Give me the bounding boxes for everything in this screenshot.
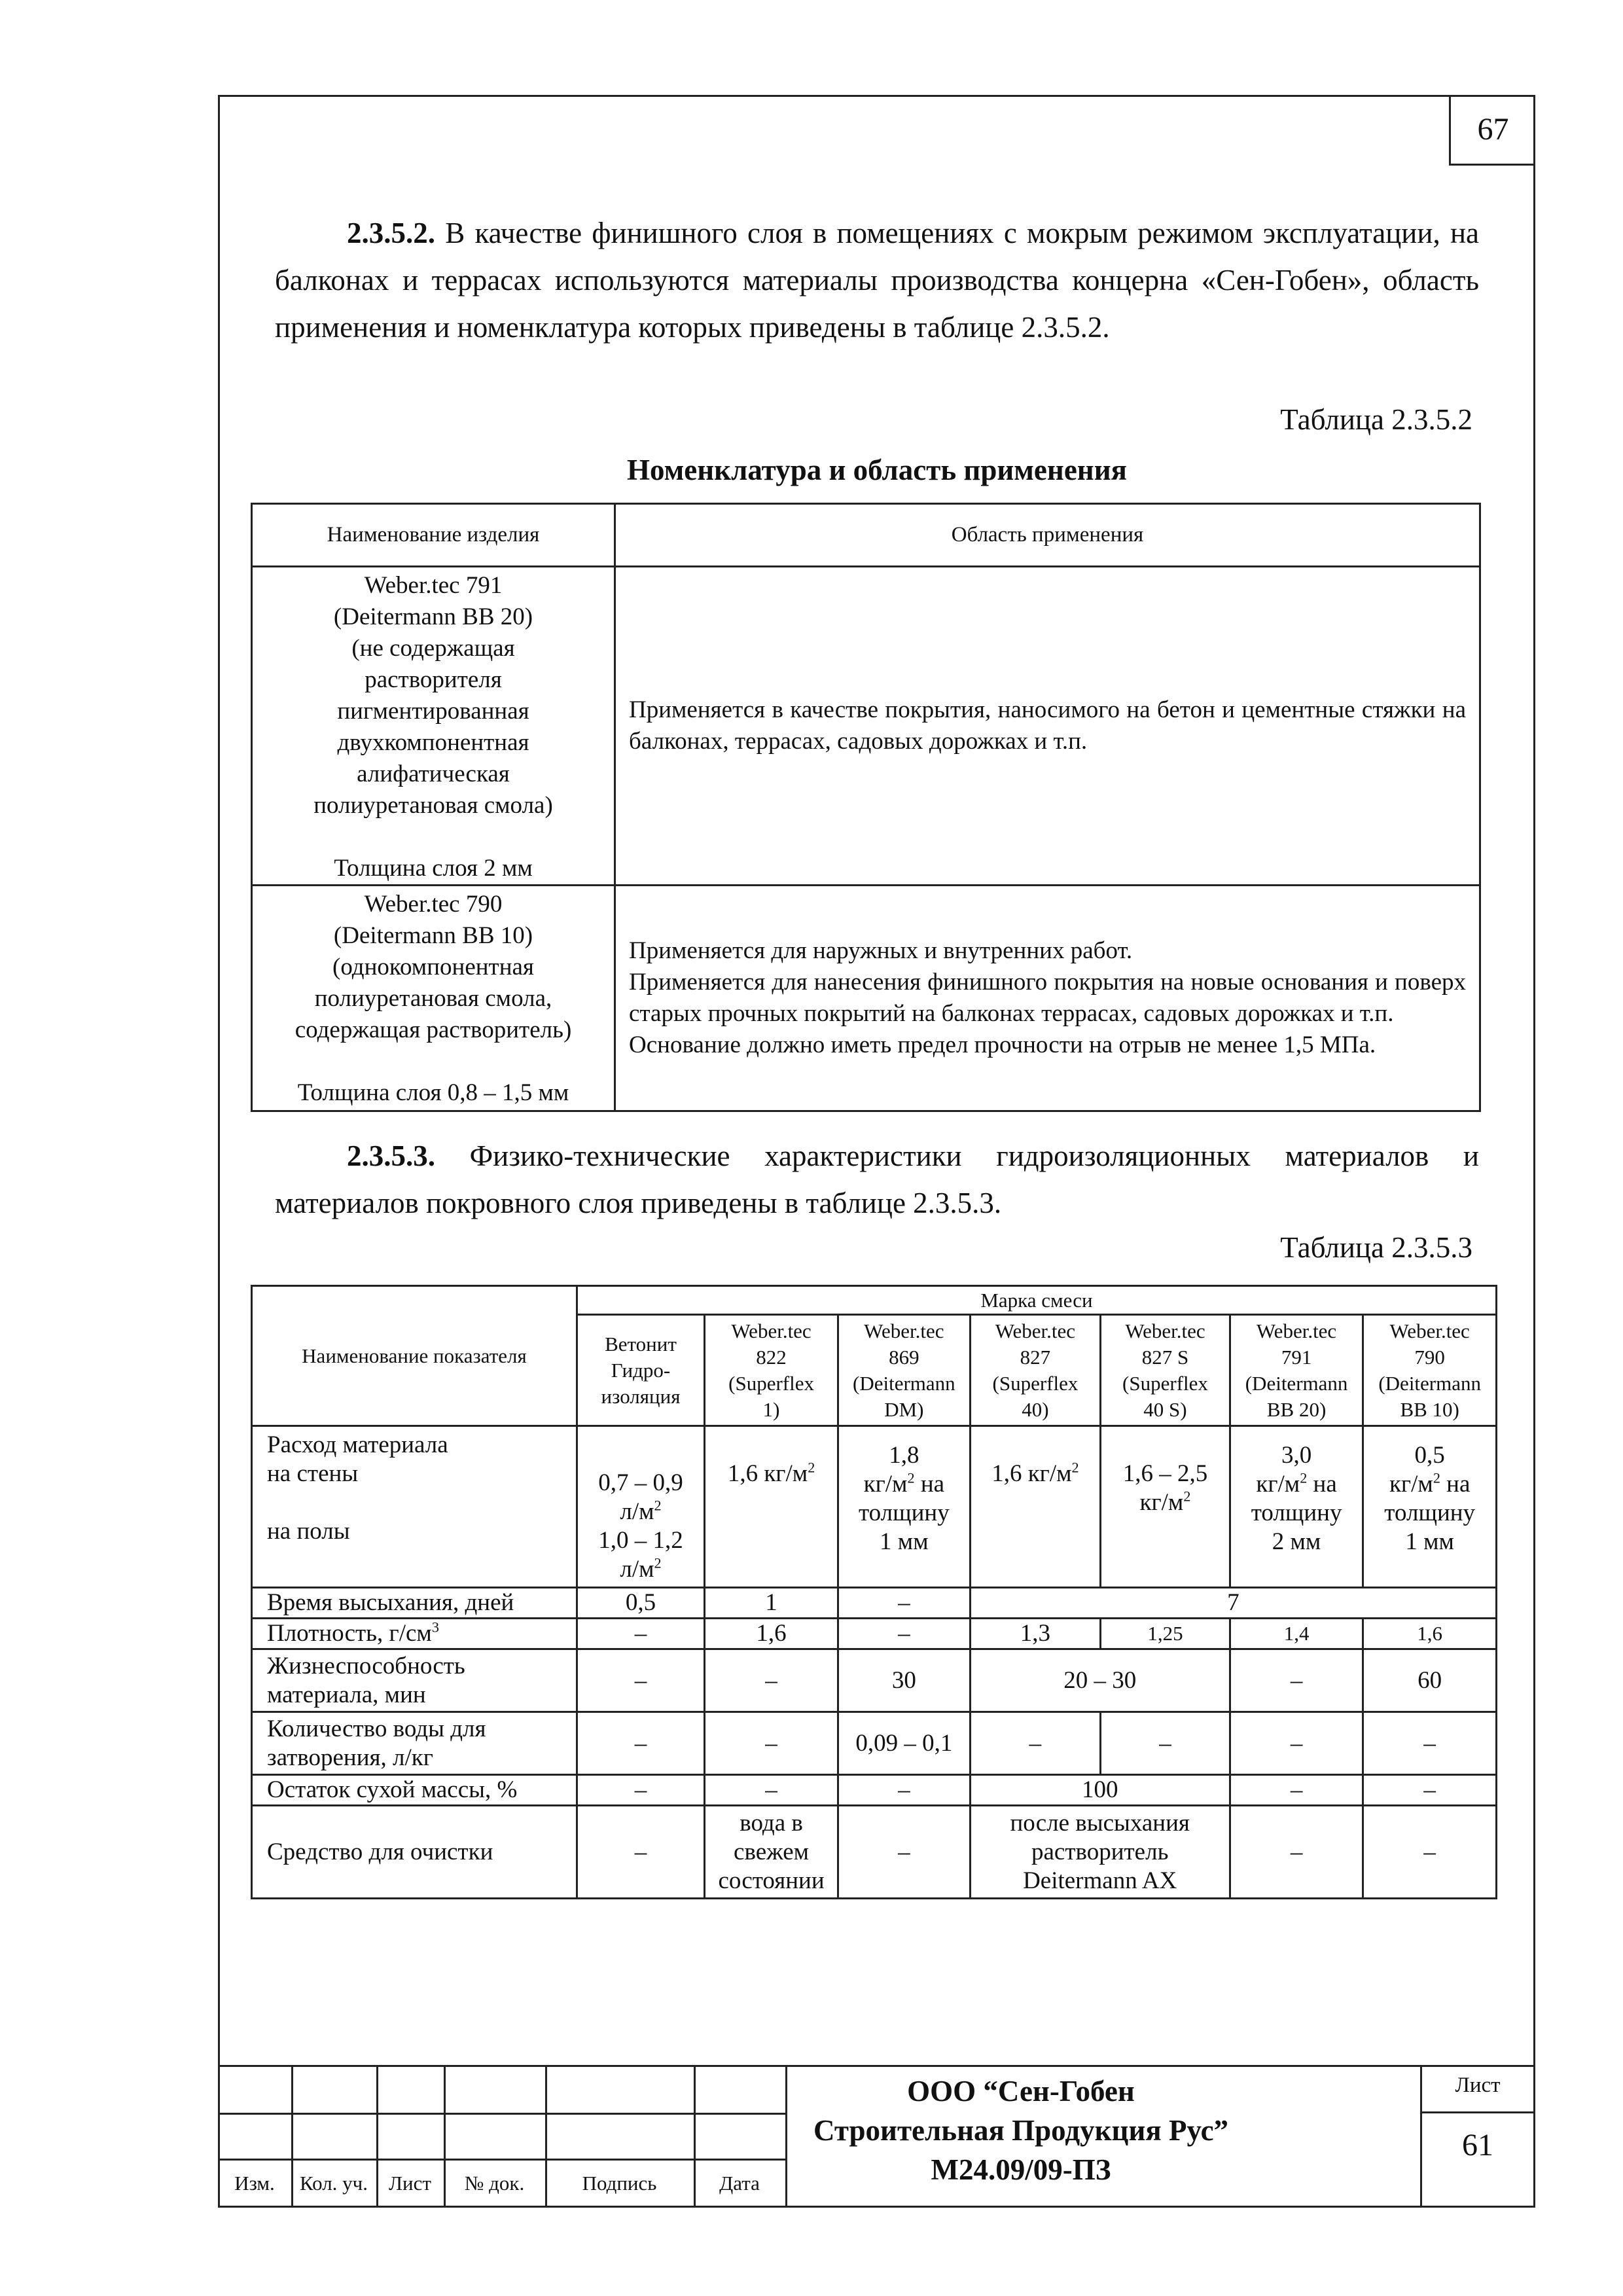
- layer-thickness: Толщина слоя 0,8 – 1,5 мм: [297, 1079, 569, 1106]
- row-label: Плотность, $г/см^3$: [252, 1619, 577, 1649]
- brand-line: (Deitermann: [853, 1371, 955, 1395]
- table-header-row: [252, 504, 1480, 567]
- product-line: содержащая растворитель): [294, 1016, 572, 1043]
- cell-value: 1,8: [889, 1442, 919, 1469]
- table-cell: 1: [705, 1588, 838, 1619]
- sheet-label: Лист: [1455, 2073, 1501, 2097]
- table-cell: 7: [970, 1588, 1496, 1619]
- table-row: [252, 886, 1480, 1111]
- table-cell: 30: [838, 1649, 970, 1712]
- table-cell: 1,6 $кг/м^2$: [970, 1426, 1101, 1588]
- cell-value: 1,6 – 2,5: [1122, 1460, 1208, 1487]
- brand-header: [970, 1315, 1101, 1426]
- column-header: Область применения: [615, 504, 1480, 567]
- product-line: полиуретановая смола,: [314, 985, 552, 1012]
- row-label: Время высыхания, дней: [252, 1588, 577, 1619]
- table-cell: 1,4: [1230, 1619, 1363, 1649]
- org-line: ООО “Сен-Гобен: [907, 2075, 1135, 2108]
- table-row-cleaning: [252, 1806, 1497, 1899]
- table-cell: –: [1230, 1712, 1363, 1775]
- nomenclature-table: [251, 503, 1481, 1112]
- cell-value: 0,5: [1414, 1442, 1445, 1469]
- product-line: (Deitermann BB 10): [333, 922, 533, 949]
- brand-line: Ветонит: [605, 1332, 677, 1355]
- cell-value: толщину: [1384, 1499, 1476, 1526]
- table-cell: 100: [970, 1775, 1230, 1806]
- brand-line: Weber.tec: [731, 1319, 812, 1342]
- paragraph-2-3-5-2: [275, 209, 1479, 351]
- brand-line: 791: [1281, 1345, 1312, 1369]
- org-line: Строительная Продукция Рус”: [813, 2114, 1229, 2147]
- cell-value: 1,6 кг/м: [991, 1460, 1072, 1487]
- stamp-col-label: Лист: [389, 2172, 431, 2195]
- application-text: Применяется для нанесения финишного покрытия на новые основания и поверх старых прочных покрытий на балконах террасах, садовых дорожках и т.п.: [629, 969, 1466, 1027]
- product-line: (Deitermann BB 20): [333, 603, 533, 630]
- brand-line: BB 10): [1400, 1397, 1459, 1421]
- brand-line: изоляция: [601, 1384, 681, 1408]
- brand-line: 827: [1020, 1345, 1051, 1369]
- table-cell: –: [838, 1619, 970, 1649]
- document-code: М24.09/09-ПЗ: [931, 2153, 1111, 2186]
- table-row-drying: [252, 1588, 1497, 1619]
- row-label: Остаток сухой массы, %: [252, 1775, 577, 1806]
- cell-value: 1,6 кг/м: [727, 1460, 808, 1487]
- indicator-header: Наименование показателя: [252, 1286, 577, 1426]
- table-row-water: [252, 1712, 1497, 1775]
- brand-line: (Superflex: [1122, 1371, 1208, 1395]
- application-text: Применяется в качестве покрытия, наносимого на бетон и цементные стяжки на балконах, террасах, садовых дорожках и т.п.: [629, 696, 1466, 755]
- row-label-line: Расход материала: [267, 1431, 448, 1458]
- product-line: (однокомпонентная: [332, 954, 534, 980]
- application-text: Применяется для наружных и внутренних работ.: [629, 937, 1133, 964]
- table-header-row: [252, 1286, 1497, 1315]
- table-cell: –: [1230, 1806, 1363, 1899]
- row-label: [252, 1649, 577, 1712]
- row-label-line: затворения, л/кг: [267, 1744, 433, 1771]
- table-row-density: [252, 1619, 1497, 1649]
- table-cell: [1230, 1426, 1363, 1588]
- table-row: [252, 567, 1480, 886]
- brand-line: Weber.tec: [995, 1319, 1076, 1342]
- cell-value: 3,0: [1281, 1442, 1312, 1469]
- brand-line: 40 S): [1143, 1397, 1187, 1421]
- row-label-line: на полы: [267, 1518, 350, 1545]
- organization-title: [805, 2072, 1237, 2189]
- table-cell: [970, 1806, 1230, 1899]
- column-header: Наименование изделия: [252, 504, 615, 567]
- row-label-line: материала, мин: [267, 1681, 426, 1708]
- paragraph-text: В качестве финишного слоя в помещениях с мокрым режимом эксплуатации, на балконах и террасах используются материалы производства концерна «Сен-Гобен», область применения и номенклатура которых приведены в таблице 2.3.5.2.: [275, 217, 1479, 344]
- paragraph-2-3-5-3: [275, 1132, 1479, 1227]
- stamp-col-label: № док.: [464, 2172, 525, 2195]
- row-label-line: Жизнеспособность: [267, 1652, 465, 1679]
- table-cell: –: [838, 1588, 970, 1619]
- table-cell: –: [705, 1775, 838, 1806]
- cell-value: толщину: [1251, 1499, 1342, 1526]
- table-cell: –: [705, 1649, 838, 1712]
- table-cell: –: [577, 1619, 704, 1649]
- brand-group-header: Марка смеси: [577, 1286, 1496, 1315]
- application-cell: [615, 567, 1480, 886]
- table-label: Таблица 2.3.5.2: [1280, 403, 1472, 436]
- table-cell: –: [838, 1806, 970, 1899]
- table-cell: 0,5: [577, 1588, 704, 1619]
- cell-value: 2 мм: [1272, 1528, 1321, 1555]
- brand-line: 790: [1414, 1345, 1445, 1369]
- row-label-line: Количество воды для: [267, 1715, 486, 1742]
- table-cell: [577, 1426, 704, 1588]
- table-cell: [1363, 1426, 1497, 1588]
- table-cell: 0,09 – 0,1: [838, 1712, 970, 1775]
- stamp-divider: [218, 2113, 785, 2115]
- product-name: Weber.tec 791: [364, 572, 503, 599]
- cell-value: $кг/м^2$: [1139, 1488, 1191, 1516]
- table-cell: –: [1230, 1649, 1363, 1712]
- table-cell: [705, 1806, 838, 1899]
- stamp-divider: [218, 2159, 785, 2161]
- brand-line: Гидро-: [611, 1358, 671, 1382]
- cell-value: Deitermann AX: [1023, 1867, 1177, 1894]
- paragraph-text: Физико-технические характеристики гидроизоляционных материалов и материалов покровного слоя приведены в таблице 2.3.5.3.: [275, 1139, 1479, 1219]
- table-row-potlife: [252, 1649, 1497, 1712]
- brand-line: (Deitermann: [1245, 1371, 1348, 1395]
- cell-value: после высыхания: [1010, 1809, 1190, 1837]
- brand-header: [1101, 1315, 1230, 1426]
- brand-line: (Deitermann: [1378, 1371, 1481, 1395]
- brand-line: BB 20): [1266, 1397, 1327, 1421]
- brand-line: (Superflex: [992, 1371, 1079, 1395]
- table-cell: –: [1101, 1712, 1230, 1775]
- table-cell: 1,6 $кг/м^2$: [705, 1426, 838, 1588]
- cell-value: вода в: [740, 1809, 803, 1837]
- stamp-divider: [785, 2067, 787, 2208]
- cell-value: $кг/м^2$ на: [1389, 1469, 1471, 1498]
- cell-value: свежем: [734, 1838, 810, 1865]
- table-caption: Номенклатура и область применения: [626, 454, 1128, 486]
- table-cell: 20 – 30: [970, 1649, 1230, 1712]
- characteristics-table: [251, 1285, 1497, 1899]
- brand-header: [1230, 1315, 1363, 1426]
- brand-line: 40): [1022, 1397, 1049, 1421]
- product-line: (не содержащая: [351, 635, 515, 662]
- application-text: Основание должно иметь предел прочности на отрыв не менее 1,5 МПа.: [629, 1031, 1376, 1058]
- row-label: [252, 1712, 577, 1775]
- brand-line: Weber.tec: [1125, 1319, 1205, 1342]
- brand-header: [577, 1315, 704, 1426]
- product-line: полиуретановая смола): [313, 792, 553, 819]
- brand-header: [705, 1315, 838, 1426]
- table-cell: –: [1363, 1806, 1497, 1899]
- table-row-consumption: [252, 1426, 1497, 1588]
- cell-value: 1 мм: [1405, 1528, 1454, 1555]
- table-cell: –: [705, 1712, 838, 1775]
- brand-header: [838, 1315, 970, 1426]
- application-cell: [615, 886, 1480, 1111]
- product-line: пигментированная: [337, 698, 529, 725]
- brand-line: 1): [762, 1397, 780, 1421]
- product-cell: [252, 567, 615, 886]
- row-label: [252, 1426, 577, 1588]
- table-cell: [1101, 1426, 1230, 1588]
- sheet-number: 61: [1462, 2128, 1493, 2162]
- brand-line: Weber.tec: [1389, 1319, 1470, 1342]
- stamp-divider: [1420, 2111, 1535, 2113]
- brand-line: 869: [889, 1345, 919, 1369]
- cell-value: толщину: [858, 1499, 950, 1526]
- cell-value: растворитель: [1031, 1838, 1169, 1865]
- table-cell: –: [970, 1712, 1101, 1775]
- cell-value: $кг/м^2$ на: [863, 1469, 945, 1498]
- cell-value: $л/м^2$: [620, 1554, 662, 1583]
- table-cell: –: [1363, 1712, 1497, 1775]
- stamp-col-label: Подпись: [582, 2172, 657, 2195]
- brand-line: Weber.tec: [864, 1319, 944, 1342]
- section-number: 2.3.5.3.: [347, 1139, 435, 1172]
- product-line: двухкомпонентная: [337, 729, 529, 756]
- table-cell: 1,6: [1363, 1619, 1497, 1649]
- cell-value: $кг/м^2$ на: [1256, 1469, 1337, 1498]
- cell-value: $л/м^2$: [620, 1497, 662, 1525]
- brand-line: (Superflex: [728, 1371, 814, 1395]
- table-cell: –: [577, 1775, 704, 1806]
- cell-value: 1,0 – 1,2: [598, 1527, 683, 1554]
- page-number: 67: [1449, 95, 1535, 166]
- row-label-line: на стены: [267, 1460, 359, 1487]
- table-cell: 60: [1363, 1649, 1497, 1712]
- cell-value: 1 мм: [880, 1528, 929, 1555]
- row-label: Средство для очистки: [252, 1806, 577, 1899]
- stamp-col-label: Кол. уч.: [299, 2172, 368, 2195]
- product-line: растворителя: [365, 666, 502, 693]
- layer-thickness: Толщина слоя 2 мм: [334, 855, 533, 882]
- table-cell: –: [577, 1712, 704, 1775]
- table-cell: 1,6: [705, 1619, 838, 1649]
- product-name: Weber.tec 790: [364, 891, 503, 918]
- table-cell: –: [1230, 1775, 1363, 1806]
- stamp-col-label: Дата: [719, 2172, 760, 2195]
- brand-line: DM): [884, 1397, 924, 1421]
- table-cell: –: [838, 1775, 970, 1806]
- table-cell: 1,3: [970, 1619, 1101, 1649]
- product-line: алифатическая: [357, 761, 510, 787]
- table-cell: –: [1363, 1775, 1497, 1806]
- section-number: 2.3.5.2.: [347, 217, 435, 249]
- brand-line: 827 S: [1141, 1345, 1189, 1369]
- table-cell: 1,25: [1101, 1619, 1230, 1649]
- table-cell: –: [577, 1649, 704, 1712]
- product-cell: [252, 886, 615, 1111]
- brand-line: 822: [756, 1345, 787, 1369]
- table-label: Таблица 2.3.5.3: [1280, 1231, 1472, 1264]
- stamp-col-label: Изм.: [234, 2172, 275, 2195]
- table-cell: [838, 1426, 970, 1588]
- brand-header: [1363, 1315, 1497, 1426]
- table-row-residue: [252, 1775, 1497, 1806]
- table-cell: –: [577, 1806, 704, 1899]
- cell-value: состоянии: [718, 1867, 825, 1894]
- cell-value: 0,7 – 0,9: [598, 1469, 683, 1496]
- brand-line: Weber.tec: [1256, 1319, 1337, 1342]
